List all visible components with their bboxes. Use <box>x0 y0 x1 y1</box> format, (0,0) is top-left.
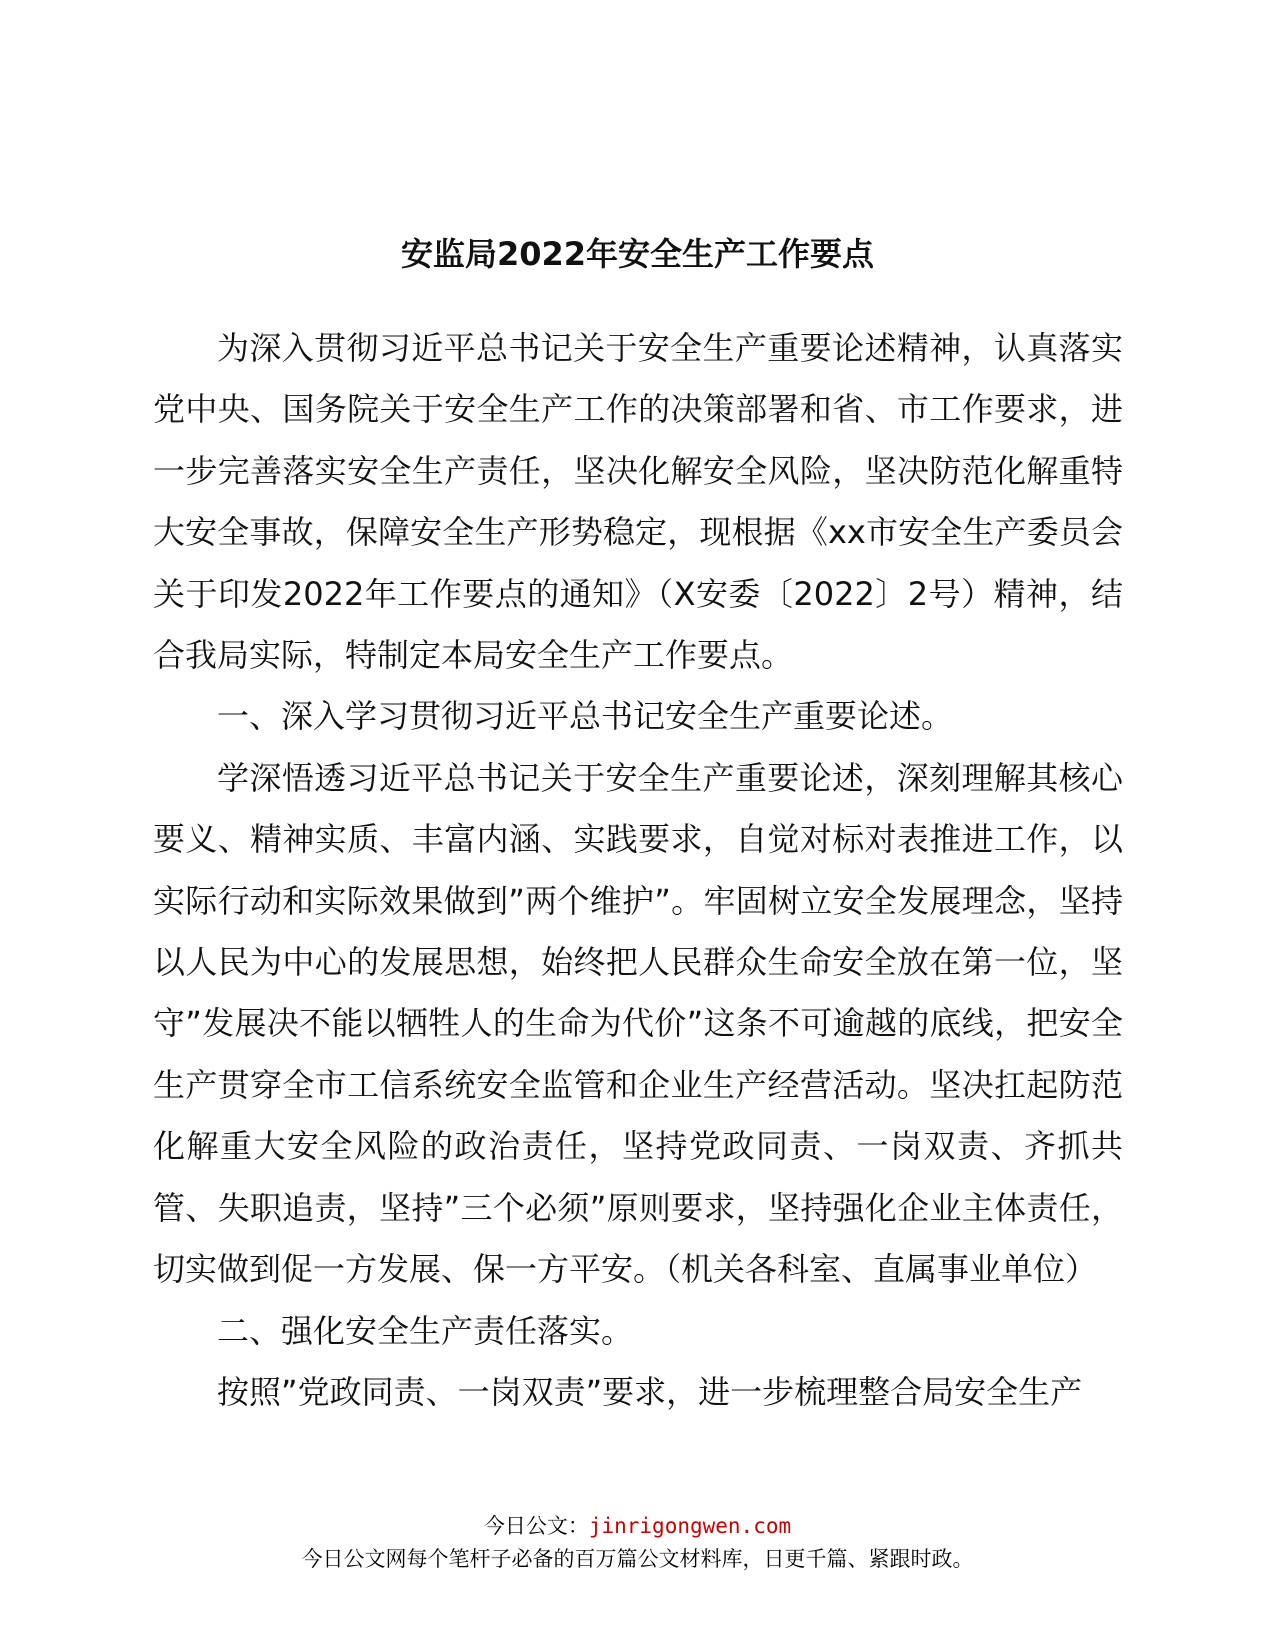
intro-paragraph: 为深入贯彻习近平总书记关于安全生产重要论述精神，认真落实党中央、国务院关于安全生产工作的决策部署和省、市工作要求，进一步完善落实安全生产责任，坚决化解安全风险，坚决防范化解重特大安全事故，保障安全生产形势稳定，现根据《xx市安全生产委员会关于印发2022年工作要点的通知》（X安委〔2022〕2号）精神，结合我局实际，特制定本局安全生产工作要点。 <box>153 329 1123 675</box>
section-2-paragraph: 按照”党政同责、一岗双责”要求，进一步梳理整合局安全生产 <box>217 1372 1083 1411</box>
section-heading-2: 二、强化安全生产责任落实。 <box>217 1311 634 1350</box>
section-1-paragraph: 学深悟透习近平总书记关于安全生产重要论述，深刻理解其核心要义、精神实质、丰富内涵、实践要求，自觉对标对表推进工作，以实际行动和实际效果做到”两个维护”。牢固树立安全发展理念，坚持以人民为中心的发展思想，始终把人民群众生命安全放在第一位，坚守”发展决不能以牺牲人的生命为代价”这条不可逾越的底线，把安全生产贯穿全市工信系统安全监管和企业生产经营活动。坚决扛起防范化解重大安全风险的政治责任，坚持党政同责、一岗双责、齐抓共管、失职追责，坚持”三个必须”原则要求，坚持强化企业主体责任，切实做到促一方发展、保一方平安。（机关各科室、直属事业单位） <box>153 758 1123 1289</box>
footer-site-line <box>0 1512 1275 1540</box>
document-title: 安监局2022年安全生产工作要点 <box>400 235 875 273</box>
document-body <box>153 318 1123 1423</box>
section-heading-1: 一、深入学习贯彻习近平总书记安全生产重要论述。 <box>217 697 954 736</box>
footer-url-link[interactable]: jinrigongwen.com <box>588 1514 792 1538</box>
footer-tagline: 今日公文网每个笔杆子必备的百万篇公文材料库，日更千篇、紧跟时政。 <box>301 1547 974 1571</box>
footer-label: 今日公文： <box>483 1514 589 1538</box>
